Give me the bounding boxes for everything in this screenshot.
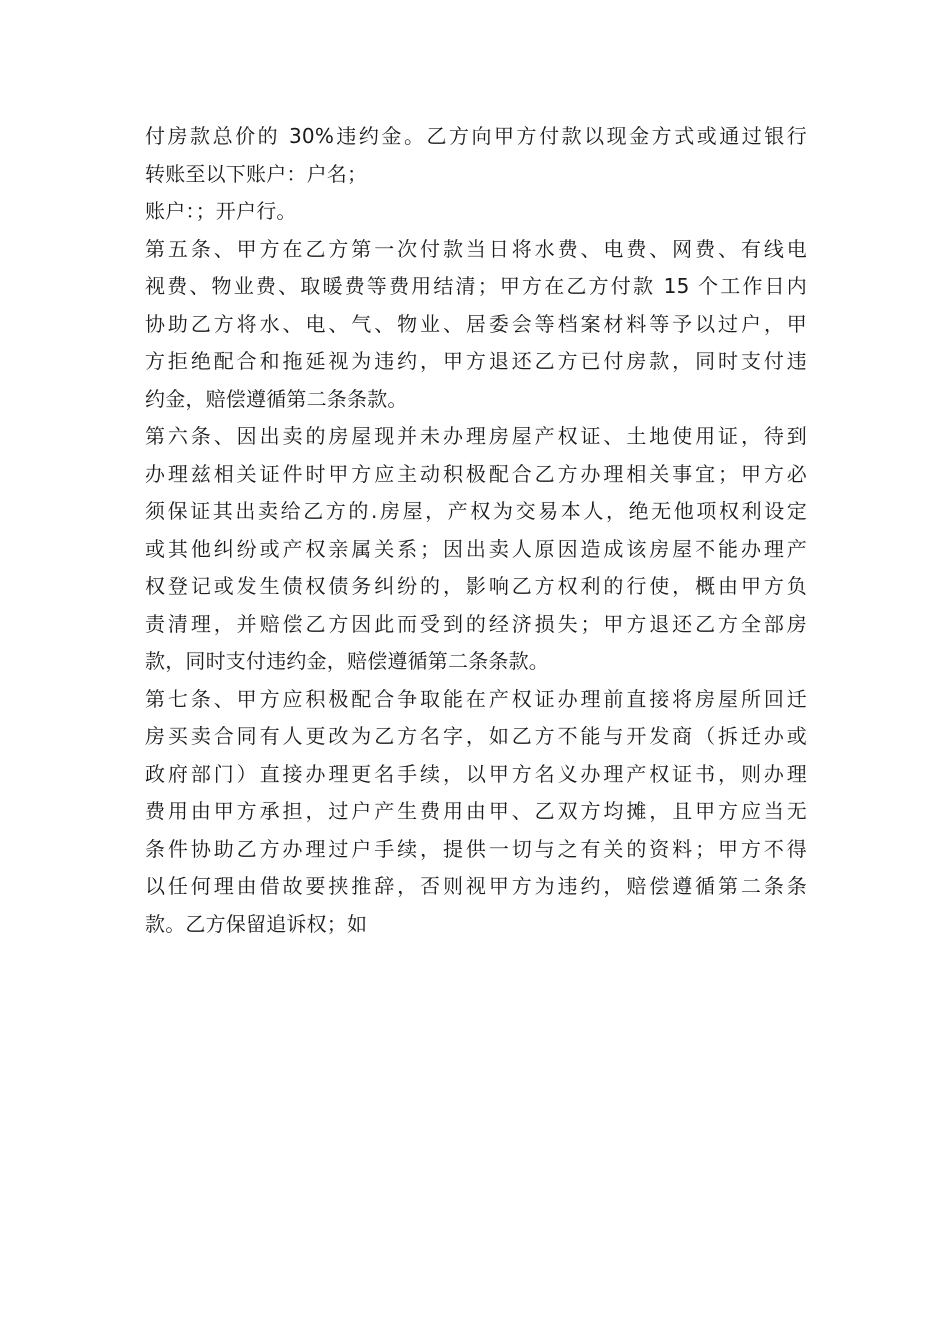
text-line: 款，同时支付违约金，赔偿遵循第二条条款。 xyxy=(145,649,549,673)
text-line: 付房款总价的 30%违约金。乙方向甲方付款以现金方式或通过银行 xyxy=(145,124,807,148)
text-line: 第五条、甲方在乙方第一次付款当日将水费、电费、网费、有线电 xyxy=(145,236,807,261)
text-line: 第七条、甲方应积极配合争取能在产权证办理前直接将房屋所回迁 xyxy=(145,686,807,711)
text-line: 账户：；开户行。 xyxy=(145,199,297,223)
text-line: 房买卖合同有人更改为乙方名字，如乙方不能与开发商（拆迁办或 xyxy=(145,724,807,748)
text-line: 条件协助乙方办理过户手续，提供一切与之有关的资料；甲方不得 xyxy=(145,836,807,861)
text-line: 以任何理由借故要挟推辞，否则视甲方为违约，赔偿遵循第二条条 xyxy=(145,874,807,898)
text-line: 约金，赔偿遵循第二条条款。 xyxy=(145,386,408,411)
text-line: 须保证其出卖给乙方的.房屋，产权为交易本人，绝无他项权利设定 xyxy=(145,499,807,523)
text-line: 费用由甲方承担，过户产生费用由甲、乙双方均摊，且甲方应当无 xyxy=(145,799,807,823)
text-line: 款。乙方保留追诉权；如 xyxy=(145,911,368,936)
text-line: 协助乙方将水、电、气、物业、居委会等档案材料等予以过户，甲 xyxy=(145,311,807,336)
text-line: 转账至以下账户：户名； xyxy=(145,161,368,186)
text-line: 办理兹相关证件时甲方应主动积极配合乙方办理相关事宜；甲方必 xyxy=(145,461,807,486)
text-line: 方拒绝配合和拖延视为违约，甲方退还乙方已付房款，同时支付违 xyxy=(145,349,807,373)
text-line: 视费、物业费、取暖费等费用结清；甲方在乙方付款 15 个工作日内 xyxy=(145,274,807,298)
text-line: 责清理，并赔偿乙方因此而受到的经济损失；甲方退还乙方全部房 xyxy=(145,611,807,636)
document-body xyxy=(145,118,807,943)
text-line: 第六条、因出卖的房屋现并未办理房屋产权证、土地使用证，待到 xyxy=(145,424,807,448)
text-line: 政府部门）直接办理更名手续，以甲方名义办理产权证书，则办理 xyxy=(145,761,807,786)
text-line: 权登记或发生债权债务纠纷的，影响乙方权利的行使，概由甲方负 xyxy=(145,574,807,598)
text-line: 或其他纠纷或产权亲属关系；因出卖人原因造成该房屋不能办理产 xyxy=(145,536,807,561)
